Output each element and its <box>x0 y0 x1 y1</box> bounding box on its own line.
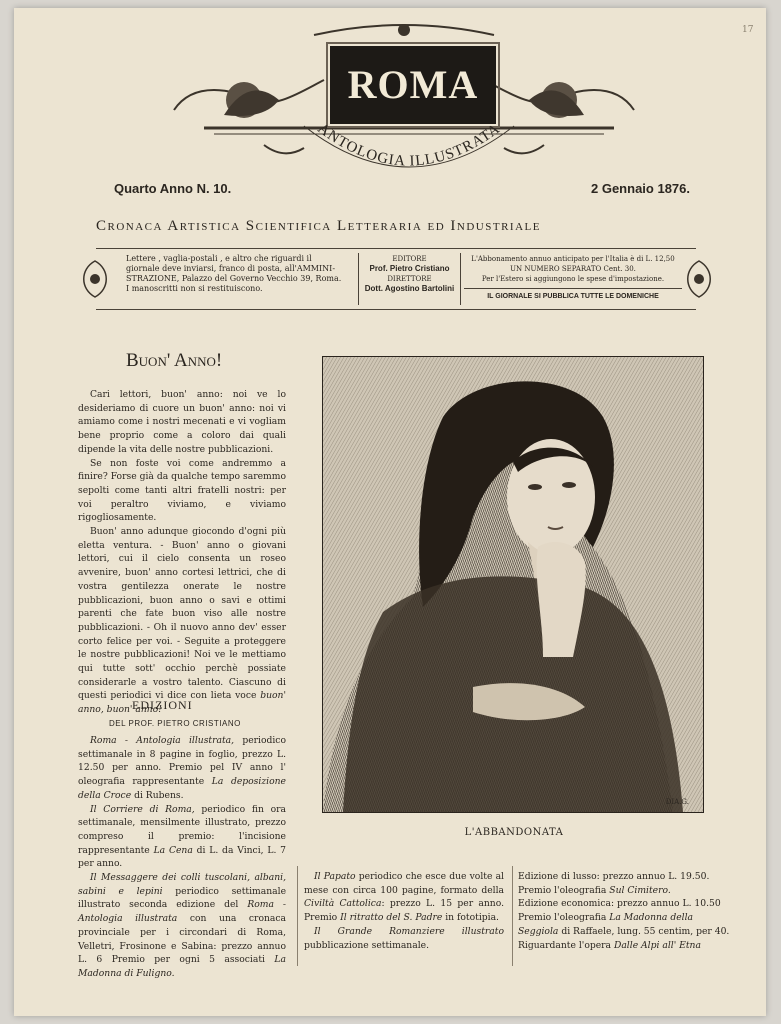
info-bar <box>96 248 696 310</box>
masthead-subtitle <box>294 108 524 198</box>
editions-subheading: DEL PROF. PIETRO CRISTIANO <box>109 719 241 728</box>
editions-heading: EDIZIONI <box>132 698 193 712</box>
info-editors: EDITORE Prof. Pietro Cristiano DIRETTORE Dott. Agostino Bartolini <box>364 255 455 293</box>
engraving-figure <box>323 357 703 812</box>
newspaper-page <box>14 8 766 1016</box>
edition-entry: Roma - Antologia illustrata, periodico settimanale in 8 pagine in foglio, prezzo L. 12.50 per anno. Premio pel IV anno l' oleografia rappresentante La deposizione della Croce di Rubens. <box>78 735 286 801</box>
bottom-right-column: Edizione di lusso: prezzo annuo L. 19.50. Premio l'oleografia Sul Cimitero. Edizione economica: prezzo annuo L. 10.50 Premio l'oleografia La Madonna della Seggiola di Raffaele, lung. 55 centim, per 40. Riguardante l'opera Dalle Alpi all' Etna <box>518 871 730 951</box>
issue-number: Quarto Anno N. 10. <box>114 181 232 196</box>
masthead-title: ROMA <box>347 62 479 107</box>
article-paragraph: Se non foste voi come andremmo a finire? Forse già da qualche tempo saremmo sepolti come tanti altri fratelli nostri: per voi peraltro viviamo, e viviamo rigogliosamente. <box>78 457 286 524</box>
illustration-caption: L'ABBANDONATA <box>464 827 564 838</box>
info-separator <box>358 253 359 305</box>
tagline: Cronaca Artistica Scientifica Letteraria ed Industriale <box>96 218 541 234</box>
romanziere-entry: Il Grande Romanziere illustrato pubblicazione settimanale. <box>304 925 504 951</box>
edition-entry: Il Messaggere dei colli tuscolani, albani, sabini e lepini periodico settimanale illustrato seconda edizione del Roma - Antologia illustrata con una cronaca provinciale per i circondari di Roma, Velletri, Frosinone e Sabina: prezzo annuo L. 6 Premio per ogni 5 associati La Madonna di Fuligno. <box>78 872 287 979</box>
flourish-left-icon <box>80 259 110 299</box>
issue-date: 2 Gennaio 1876. <box>591 181 690 196</box>
page-number: 17 <box>742 25 754 35</box>
papato-entry: Il Papato periodico che esce due volte al mese con circa 100 pagine, formato della Civiltà Cattolica: prezzo L. 15 per anno. Premio Il ritratto del S. Padre in fototipia. <box>304 871 504 924</box>
article-heading: Buon' Anno! <box>126 350 223 371</box>
flourish-right-icon <box>684 259 714 299</box>
info-separator <box>460 253 461 305</box>
editions-list <box>78 734 286 981</box>
article-body <box>78 388 286 717</box>
engraver-signature: DIA.G. <box>665 798 689 806</box>
article-paragraph: Cari lettori, buon' anno: noi ve lo desideriamo di cuore un buon' anno: noi vi amiamo come i nostri mecenati e vi vogliam bene proprio come a coloro dai quali dipende la vita delle nostre pubblicazioni. <box>78 389 286 455</box>
bottom-middle-column <box>304 870 504 952</box>
svg-text:ANTOLOGIA ILLUSTRATA: ANTOLOGIA ILLUSTRATA <box>314 120 504 170</box>
info-subscription: L'Abbonamento annuo anticipato per l'Italia è di L. 12,50 UN NUMERO SEPARATO Cent. 30. Per l'Estero si aggiungono le spese d'impostazione. IL GIORNALE SI PUBBLICA TUTTE LE DOMENICHE <box>464 254 682 302</box>
engraving-illustration <box>322 356 704 813</box>
info-administration: Lettere , vaglia-postali , e altro che riguardi il giornale deve inviarsi, franco di posta, all'AMMINI- STRAZIONE, Palazzo del Governo Vecchio 39, Roma. I manoscritti non si restituiscono. <box>126 254 342 293</box>
column-rule <box>297 866 298 966</box>
article-paragraph: Buon' anno adunque giocondo d'ogni più eletta ventura. - Buon' anno o giovani lettori, cui il cielo consenta un roseo avvenire, buon' anno cortesi lettrici, che di vostra gentilezza onerate le nostre pubblicazioni, buon anno o savi e ottimi parenti che fate buon viso alle nostre pubblicazioni. - Oh il nuovo anno dev' esser corto felice per voi. - Seguite a proteggere le nostre pubblicazioni! Noi ve le mettiamo qui tutte sott' occhio perchè possiate considerarle a vostro talento. Ciascuno di questi periodici vi dice con lieta voce buon' anno, buon' anno! <box>78 526 286 716</box>
column-rule <box>512 866 513 966</box>
edition-entry: Il Corriere di Roma, periodico fin ora settimanale, mensilmente illustrato, prezzo compreso il premio: l'incisione rappresentante La Cena di L. da Vinci, L. 7 per anno. <box>78 803 287 870</box>
